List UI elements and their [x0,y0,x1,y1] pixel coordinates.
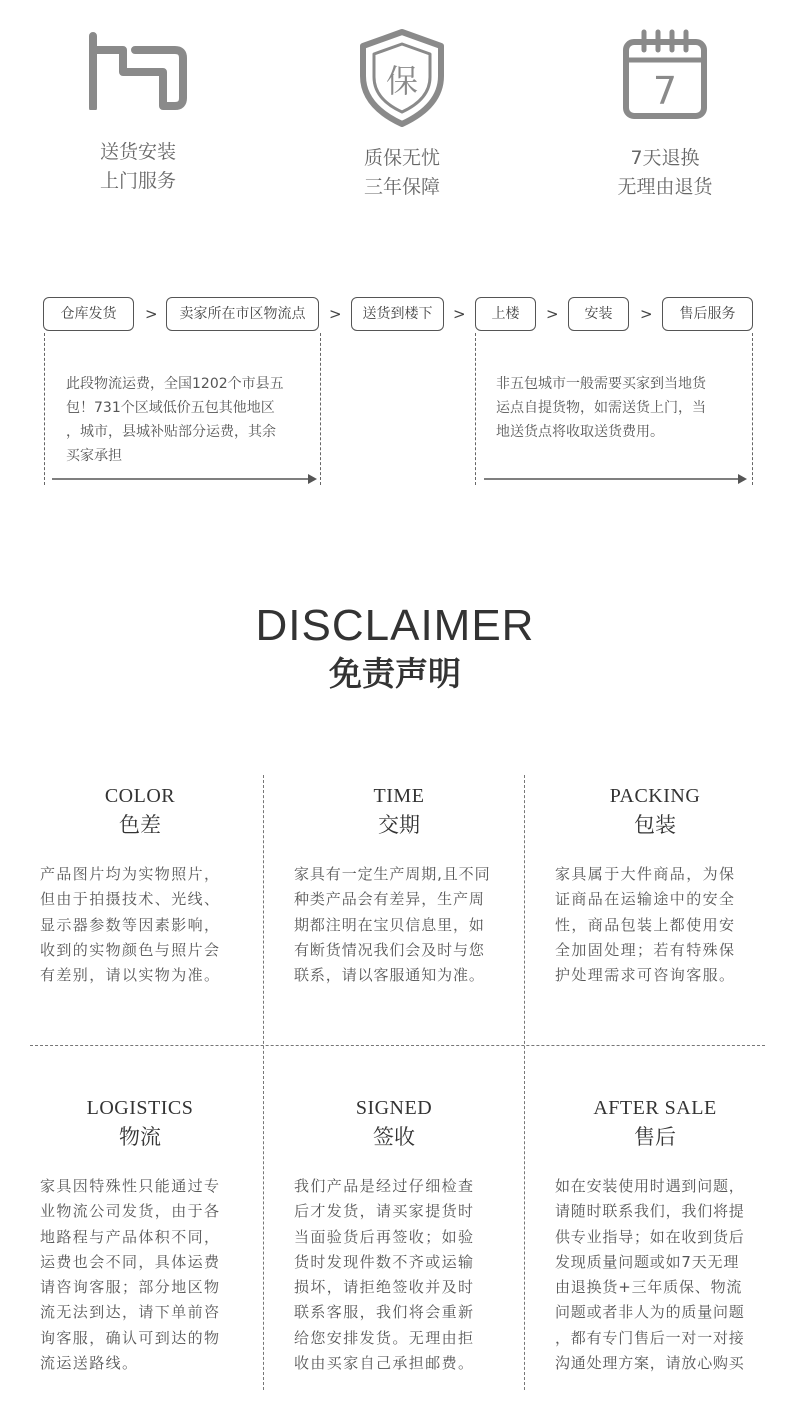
flow-step-install: 安装 [568,297,629,331]
flow-bracket-line [475,333,476,485]
flow-step-downstairs: 送货到楼下 [351,297,444,331]
cell-title-en: COLOR [104,785,176,807]
cell-body: 家具有一定生产周期,且不同 种类产品会有差异，生产周 期都注明在宝贝信息里，如 有断货情况我们会及时与您 联系，请以客服通知为准。 [294,865,491,985]
flow-separator: > [145,305,158,323]
flow-step-warehouse: 仓库发货 [43,297,134,331]
flow-separator: > [546,305,559,323]
cell-title-en: LOGISTICS [86,1097,194,1119]
cell-title-zh: 包装 [634,813,676,837]
disclaimer-logistics [40,1094,240,1376]
cell-title-zh: 售后 [634,1125,676,1149]
calendar-glyph: 7 [652,69,678,113]
grid-divider [524,775,525,1390]
disclaimer-time [294,782,504,988]
flow-separator: > [640,305,653,323]
cell-body: 我们产品是经过仔细检查 后才发货，请买家提货时 当面验货后再签收；如验 货时发现件数不齐或运输 损坏，请拒绝签收并及时 联系客服，我们将会重新 给您安排发货。无理由拒 收由买家自己承担邮费。 [294,1177,475,1373]
cell-title-zh: 色差 [119,813,161,837]
cell-title-en: TIME [373,785,425,807]
grid-divider [30,1045,765,1046]
service-line1: 质保无忧 [363,147,440,169]
flow-bracket-line [320,333,321,485]
disclaimer-title: DISCLAIMER [255,601,535,650]
flow-step-local-depot: 卖家所在市区物流点 [166,297,319,331]
wall-mount-icon [83,28,193,110]
cell-title-zh: 交期 [378,813,420,837]
cell-title-en: AFTER SALE [593,1097,717,1119]
flow-bracket-line [752,333,753,485]
disclaimer-subtitle: 免责声明 [329,654,461,693]
cell-title-en: PACKING [609,785,701,807]
disclaimer-signed [294,1094,494,1376]
cell-body: 家具因特殊性只能通过专 业物流公司发货，由于各 地路程与产品体积不同， 运费也会不同，具体运费 请咨询客服；部分地区物 流无法到达，请下单前咨 询客服，确认可到达的物 流运送路线。 [40,1177,221,1373]
flow-separator: > [329,305,342,323]
shield-icon [357,28,447,128]
service-line1: 送货安装 [99,141,176,163]
grid-divider [263,775,264,1390]
cell-title-zh: 物流 [119,1125,161,1149]
cell-body: 如在安装使用时遇到问题， 请随时联系我们，我们将提 供专业指导；如在收到货后 发现质量问题或如7天无理 由退换货+三年质保、物流 问题或者非人为的质量问题 ，都有专门售后一对一对接 沟通处理方案，请放心购买 [555,1177,745,1373]
calendar-icon [620,28,710,122]
cell-body: 家具属于大件商品，为保 证商品在运输途中的安全 性，商品包装上都使用安 全加固处理；若有特殊保 护处理需求可咨询客服。 [555,865,736,985]
flow-note-left: 此段物流运费，全国1202个市县五 包！731个区域低价五包其他地区 ，城市，县城补贴部分运费，其余 买家承担 [66,376,284,464]
flow-arrow-left [52,472,318,486]
disclaimer-packing [555,782,755,988]
flow-bracket-line [44,333,45,485]
flow-separator: > [453,305,466,323]
disclaimer-color [40,782,240,988]
flow-note-right: 非五包城市一般需要买家到当地货 运点自提货物，如需送货上门，当 地送货点将收取送货费用。 [496,376,706,440]
flow-step-upstairs: 上楼 [475,297,536,331]
service-delivery-install [38,28,238,196]
disclaimer-after-sale [555,1094,765,1376]
cell-title-en: SIGNED [355,1097,433,1119]
service-line2: 无理由退货 [617,176,713,198]
flow-step-aftersale: 售后服务 [662,297,753,331]
service-line2: 三年保障 [363,176,440,198]
service-warranty [302,28,502,202]
flow-arrow-right [484,472,748,486]
service-line2: 上门服务 [99,170,176,192]
service-line1: 7天退换 [630,147,700,169]
cell-title-zh: 签收 [373,1125,415,1149]
shield-glyph: 保 [385,62,419,100]
service-return [565,28,765,202]
cell-body: 产品图片均为实物照片， 但由于拍摄技术、光线、 显示器参数等因素影响， 收到的实物颜色与照片会 有差别，请以实物为准。 [40,865,221,985]
